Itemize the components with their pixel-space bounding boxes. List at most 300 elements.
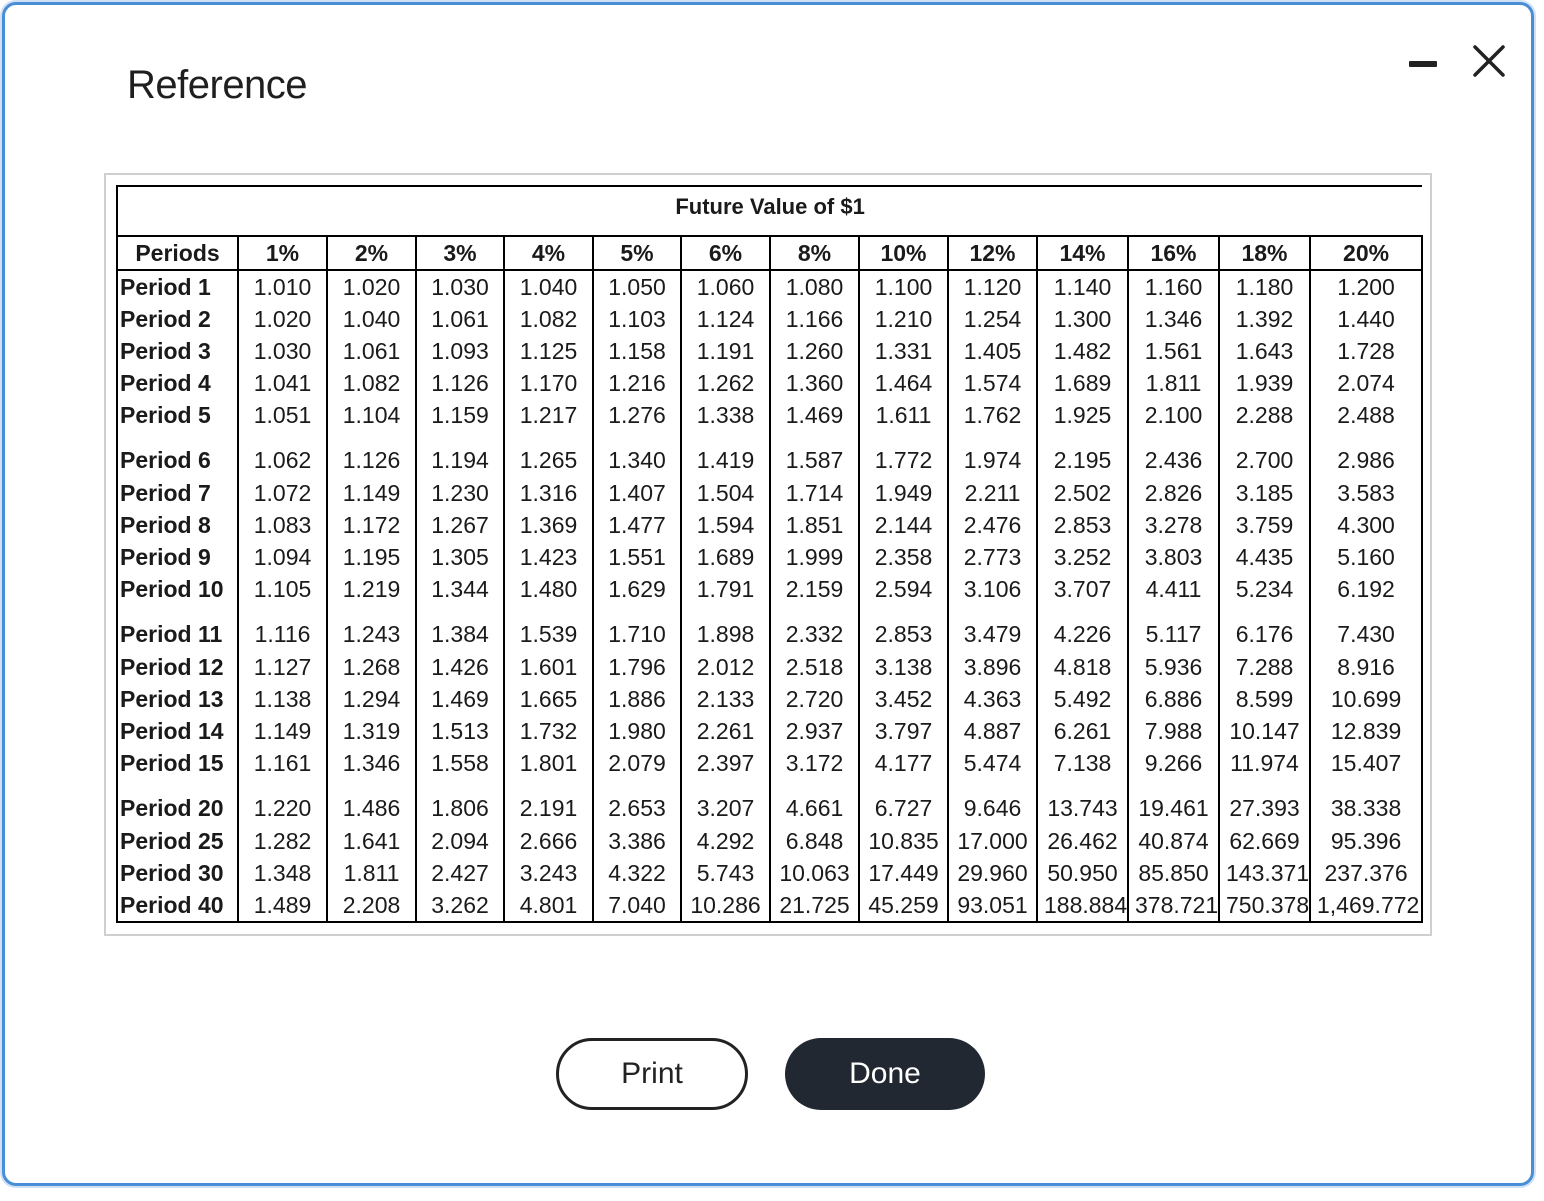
table-cell: 3.896	[948, 651, 1037, 683]
table-cell: 1.020	[238, 303, 327, 335]
table-cell: 1.513	[416, 715, 504, 747]
table-cell: 6.848	[770, 825, 859, 857]
table-cell: 5.234	[1219, 573, 1310, 605]
table-cell: 1.040	[327, 303, 416, 335]
table-cell: 1.040	[504, 270, 593, 303]
table-cell: 2.074	[1310, 367, 1422, 399]
table-cell: 1.103	[593, 303, 681, 335]
table-cell: 1.594	[681, 509, 770, 541]
table-cell: 1.469	[770, 399, 859, 431]
table-cell: 4.818	[1037, 651, 1128, 683]
table-cell: 1.561	[1128, 335, 1219, 367]
table-cell: 1.346	[327, 747, 416, 779]
table-cell: 3.207	[681, 779, 770, 825]
table-cell: 1.796	[593, 651, 681, 683]
table-cell: 93.051	[948, 889, 1037, 922]
table-cell: 1.464	[859, 367, 948, 399]
table-cell: 1.216	[593, 367, 681, 399]
table-cell: 2.079	[593, 747, 681, 779]
table-cell: 10.835	[859, 825, 948, 857]
table-cell: 1.217	[504, 399, 593, 431]
table-cell: 2.853	[1037, 509, 1128, 541]
table-cell: 1.405	[948, 335, 1037, 367]
table-cell: 5.492	[1037, 683, 1128, 715]
period-label: Period 2	[117, 303, 238, 335]
table-cell: 1.220	[238, 779, 327, 825]
close-icon[interactable]	[1469, 41, 1509, 81]
period-label: Period 7	[117, 477, 238, 509]
table-cell: 1.072	[238, 477, 327, 509]
table-cell: 4.177	[859, 747, 948, 779]
table-cell: 1.974	[948, 431, 1037, 477]
period-label: Period 4	[117, 367, 238, 399]
table-cell: 1.732	[504, 715, 593, 747]
table-cell: 3.583	[1310, 477, 1422, 509]
table-cell: 9.646	[948, 779, 1037, 825]
table-cell: 3.138	[859, 651, 948, 683]
table-cell: 1.360	[770, 367, 859, 399]
table-cell: 4.226	[1037, 605, 1128, 651]
table-cell: 2.144	[859, 509, 948, 541]
table-cell: 1.939	[1219, 367, 1310, 399]
table-cell: 4.363	[948, 683, 1037, 715]
table-cell: 1.338	[681, 399, 770, 431]
period-label: Period 9	[117, 541, 238, 573]
table-cell: 1.714	[770, 477, 859, 509]
table-cell: 26.462	[1037, 825, 1128, 857]
table-cell: 4.887	[948, 715, 1037, 747]
table-cell: 3.172	[770, 747, 859, 779]
table-cell: 237.376	[1310, 857, 1422, 889]
table-cell: 2.288	[1219, 399, 1310, 431]
table-row	[117, 303, 1422, 335]
table-row	[117, 779, 1422, 825]
rate-header: 12%	[948, 236, 1037, 270]
table-cell: 6.176	[1219, 605, 1310, 651]
table-cell: 1.160	[1128, 270, 1219, 303]
table-cell: 62.669	[1219, 825, 1310, 857]
table-row	[117, 857, 1422, 889]
table-cell: 1.030	[416, 270, 504, 303]
table-cell: 2.211	[948, 477, 1037, 509]
table-cell: 3.797	[859, 715, 948, 747]
table-cell: 7.040	[593, 889, 681, 922]
table-cell: 2.208	[327, 889, 416, 922]
table-cell: 1.265	[504, 431, 593, 477]
table-cell: 2.720	[770, 683, 859, 715]
table-cell: 1.191	[681, 335, 770, 367]
table-cell: 2.773	[948, 541, 1037, 573]
table-cell: 1.149	[327, 477, 416, 509]
table-cell: 10.063	[770, 857, 859, 889]
rate-header: 10%	[859, 236, 948, 270]
period-label: Period 15	[117, 747, 238, 779]
table-cell: 1.125	[504, 335, 593, 367]
table-cell: 1.551	[593, 541, 681, 573]
period-label: Period 11	[117, 605, 238, 651]
table-cell: 1.127	[238, 651, 327, 683]
period-label: Period 20	[117, 779, 238, 825]
table-row	[117, 335, 1422, 367]
table-cell: 3.243	[504, 857, 593, 889]
table-cell: 1.170	[504, 367, 593, 399]
table-row	[117, 825, 1422, 857]
table-row	[117, 431, 1422, 477]
table-cell: 1.041	[238, 367, 327, 399]
table-cell: 2.133	[681, 683, 770, 715]
table-cell: 2.427	[416, 857, 504, 889]
table-cell: 1.050	[593, 270, 681, 303]
table-cell: 1.126	[416, 367, 504, 399]
table-cell: 3.106	[948, 573, 1037, 605]
table-cell: 1.801	[504, 747, 593, 779]
table-cell: 2.191	[504, 779, 593, 825]
table-cell: 1.665	[504, 683, 593, 715]
table-cell: 38.338	[1310, 779, 1422, 825]
table-row	[117, 605, 1422, 651]
table-cell: 3.479	[948, 605, 1037, 651]
rate-header: 4%	[504, 236, 593, 270]
table-cell: 1.728	[1310, 335, 1422, 367]
table-cell: 1.158	[593, 335, 681, 367]
table-cell: 7.288	[1219, 651, 1310, 683]
table-cell: 7.138	[1037, 747, 1128, 779]
table-cell: 1.161	[238, 747, 327, 779]
table-cell: 1.806	[416, 779, 504, 825]
future-value-table	[116, 185, 1423, 923]
period-label: Period 12	[117, 651, 238, 683]
table-cell: 5.117	[1128, 605, 1219, 651]
table-cell: 750.378	[1219, 889, 1310, 922]
table-cell: 10.147	[1219, 715, 1310, 747]
table-cell: 50.950	[1037, 857, 1128, 889]
table-cell: 1.060	[681, 270, 770, 303]
table-cell: 3.252	[1037, 541, 1128, 573]
table-cell: 1.574	[948, 367, 1037, 399]
table-cell: 143.371	[1219, 857, 1310, 889]
table-cell: 1.772	[859, 431, 948, 477]
table-cell: 95.396	[1310, 825, 1422, 857]
table-cell: 2.666	[504, 825, 593, 857]
table-cell: 1.094	[238, 541, 327, 573]
table-cell: 1.331	[859, 335, 948, 367]
table-cell: 1.811	[1128, 367, 1219, 399]
period-label: Period 10	[117, 573, 238, 605]
table-cell: 3.452	[859, 683, 948, 715]
table-cell: 1.082	[327, 367, 416, 399]
table-cell: 2.653	[593, 779, 681, 825]
table-cell: 1.219	[327, 573, 416, 605]
table-cell: 4.411	[1128, 573, 1219, 605]
table-cell: 1.080	[770, 270, 859, 303]
table-cell: 6.727	[859, 779, 948, 825]
table-cell: 1.282	[238, 825, 327, 857]
table-row	[117, 541, 1422, 573]
table-cell: 1.116	[238, 605, 327, 651]
table-cell: 1.267	[416, 509, 504, 541]
table-cell: 1.268	[327, 651, 416, 683]
period-label: Period 5	[117, 399, 238, 431]
table-cell: 2.826	[1128, 477, 1219, 509]
table-cell: 1.243	[327, 605, 416, 651]
table-cell: 4.661	[770, 779, 859, 825]
table-cell: 1.305	[416, 541, 504, 573]
table-cell: 2.094	[416, 825, 504, 857]
table-row	[117, 651, 1422, 683]
table-cell: 3.759	[1219, 509, 1310, 541]
table-cell: 1.010	[238, 270, 327, 303]
table-cell: 1.210	[859, 303, 948, 335]
table-cell: 27.393	[1219, 779, 1310, 825]
table-cell: 4.292	[681, 825, 770, 857]
table-cell: 6.192	[1310, 573, 1422, 605]
table-cell: 1.020	[327, 270, 416, 303]
table-cell: 378.721	[1128, 889, 1219, 922]
table-cell: 1.689	[1037, 367, 1128, 399]
table-row	[117, 367, 1422, 399]
table-cell: 1.172	[327, 509, 416, 541]
table-cell: 1.539	[504, 605, 593, 651]
period-label: Period 25	[117, 825, 238, 857]
table-cell: 1.149	[238, 715, 327, 747]
table-cell: 5.160	[1310, 541, 1422, 573]
table-cell: 17.449	[859, 857, 948, 889]
table-cell: 1.489	[238, 889, 327, 922]
table-cell: 85.850	[1128, 857, 1219, 889]
table-cell: 1.504	[681, 477, 770, 509]
table-cell: 1.482	[1037, 335, 1128, 367]
table-cell: 1.426	[416, 651, 504, 683]
table-cell: 1.629	[593, 573, 681, 605]
print-button[interactable]: Print	[556, 1038, 748, 1110]
table-row	[117, 270, 1422, 303]
table-cell: 1.558	[416, 747, 504, 779]
table-cell: 1.477	[593, 509, 681, 541]
table-cell: 1.641	[327, 825, 416, 857]
period-label: Period 13	[117, 683, 238, 715]
table-cell: 1.369	[504, 509, 593, 541]
table-cell: 7.988	[1128, 715, 1219, 747]
table-cell: 8.916	[1310, 651, 1422, 683]
table-cell: 17.000	[948, 825, 1037, 857]
table-cell: 2.476	[948, 509, 1037, 541]
table-row	[117, 747, 1422, 779]
table-cell: 1.440	[1310, 303, 1422, 335]
rate-header: 18%	[1219, 236, 1310, 270]
table-cell: 2.700	[1219, 431, 1310, 477]
table-cell: 1.480	[504, 573, 593, 605]
table-cell: 1.194	[416, 431, 504, 477]
table-row	[117, 399, 1422, 431]
table-cell: 1.105	[238, 573, 327, 605]
table-cell: 1.260	[770, 335, 859, 367]
table-cell: 1.689	[681, 541, 770, 573]
table-cell: 2.594	[859, 573, 948, 605]
table-cell: 4.300	[1310, 509, 1422, 541]
table-cell: 1.348	[238, 857, 327, 889]
table-row	[117, 477, 1422, 509]
table-cell: 3.185	[1219, 477, 1310, 509]
dialog-title: Reference	[127, 63, 308, 107]
done-button[interactable]: Done	[785, 1038, 985, 1110]
table-cell: 1.120	[948, 270, 1037, 303]
table-cell: 1.762	[948, 399, 1037, 431]
table-cell: 1.061	[327, 335, 416, 367]
table-cell: 1.083	[238, 509, 327, 541]
table-cell: 15.407	[1310, 747, 1422, 779]
table-cell: 1.949	[859, 477, 948, 509]
table-cell: 1.611	[859, 399, 948, 431]
table-cell: 1.062	[238, 431, 327, 477]
table-cell: 188.884	[1037, 889, 1128, 922]
minimize-icon[interactable]	[1403, 41, 1443, 81]
rate-header: 5%	[593, 236, 681, 270]
table-cell: 1.898	[681, 605, 770, 651]
table-cell: 1.082	[504, 303, 593, 335]
table-cell: 3.278	[1128, 509, 1219, 541]
table-cell: 4.322	[593, 857, 681, 889]
period-label: Period 6	[117, 431, 238, 477]
table-cell: 1.300	[1037, 303, 1128, 335]
table-cell: 1.159	[416, 399, 504, 431]
table-row	[117, 683, 1422, 715]
period-label: Period 1	[117, 270, 238, 303]
period-label: Period 14	[117, 715, 238, 747]
table-cell: 1.791	[681, 573, 770, 605]
table-cell: 2.261	[681, 715, 770, 747]
table-cell: 1.469	[416, 683, 504, 715]
table-cell: 1.486	[327, 779, 416, 825]
table-cell: 1.061	[416, 303, 504, 335]
period-label: Period 30	[117, 857, 238, 889]
rate-header: 20%	[1310, 236, 1422, 270]
table-cell: 29.960	[948, 857, 1037, 889]
table-cell: 1.851	[770, 509, 859, 541]
table-row	[117, 509, 1422, 541]
table-cell: 21.725	[770, 889, 859, 922]
table-cell: 1.104	[327, 399, 416, 431]
period-label: Period 8	[117, 509, 238, 541]
table-cell: 1.200	[1310, 270, 1422, 303]
table-cell: 1.601	[504, 651, 593, 683]
table-cell: 1.319	[327, 715, 416, 747]
table-cell: 19.461	[1128, 779, 1219, 825]
table-cell: 1.100	[859, 270, 948, 303]
rate-header: 14%	[1037, 236, 1128, 270]
rate-header: 3%	[416, 236, 504, 270]
table-cell: 6.886	[1128, 683, 1219, 715]
rate-header: 8%	[770, 236, 859, 270]
table-cell: 45.259	[859, 889, 948, 922]
table-cell: 5.474	[948, 747, 1037, 779]
rate-header: 2%	[327, 236, 416, 270]
periods-header: Periods	[117, 236, 238, 270]
table-row	[117, 715, 1422, 747]
table-cell: 1.643	[1219, 335, 1310, 367]
table-cell: 4.801	[504, 889, 593, 922]
table-cell: 1.999	[770, 541, 859, 573]
table-cell: 1.126	[327, 431, 416, 477]
table-cell: 1.166	[770, 303, 859, 335]
table-cell: 1.811	[327, 857, 416, 889]
table-cell: 3.386	[593, 825, 681, 857]
table-cell: 1.254	[948, 303, 1037, 335]
table-cell: 1.138	[238, 683, 327, 715]
table-cell: 2.195	[1037, 431, 1128, 477]
table-cell: 2.397	[681, 747, 770, 779]
table-cell: 1.262	[681, 367, 770, 399]
table-cell: 1.886	[593, 683, 681, 715]
table-cell: 1.925	[1037, 399, 1128, 431]
table-cell: 2.332	[770, 605, 859, 651]
table-cell: 7.430	[1310, 605, 1422, 651]
table-cell: 1.140	[1037, 270, 1128, 303]
table-cell: 2.436	[1128, 431, 1219, 477]
table-cell: 1.340	[593, 431, 681, 477]
table-cell: 1.093	[416, 335, 504, 367]
table-cell: 1.030	[238, 335, 327, 367]
table-cell: 1.230	[416, 477, 504, 509]
table-row	[117, 573, 1422, 605]
table-row	[117, 889, 1422, 922]
table-cell: 11.974	[1219, 747, 1310, 779]
table-cell: 8.599	[1219, 683, 1310, 715]
rate-header: 16%	[1128, 236, 1219, 270]
table-cell: 1.587	[770, 431, 859, 477]
table-cell: 1.407	[593, 477, 681, 509]
table-cell: 2.488	[1310, 399, 1422, 431]
table-cell: 10.699	[1310, 683, 1422, 715]
table-cell: 1.419	[681, 431, 770, 477]
table-cell: 40.874	[1128, 825, 1219, 857]
period-label: Period 40	[117, 889, 238, 922]
table-cell: 3.262	[416, 889, 504, 922]
table-cell: 10.286	[681, 889, 770, 922]
table-cell: 1.980	[593, 715, 681, 747]
table-cell: 3.803	[1128, 541, 1219, 573]
table-cell: 2.502	[1037, 477, 1128, 509]
table-cell: 2.937	[770, 715, 859, 747]
table-cell: 2.358	[859, 541, 948, 573]
table-cell: 1.392	[1219, 303, 1310, 335]
table-cell: 13.743	[1037, 779, 1128, 825]
table-cell: 1.124	[681, 303, 770, 335]
table-cell: 1.276	[593, 399, 681, 431]
table-cell: 1.346	[1128, 303, 1219, 335]
table-cell: 4.435	[1219, 541, 1310, 573]
rate-header: 1%	[238, 236, 327, 270]
table-cell: 2.986	[1310, 431, 1422, 477]
table-cell: 1.195	[327, 541, 416, 573]
table-cell: 5.936	[1128, 651, 1219, 683]
table-cell: 3.707	[1037, 573, 1128, 605]
table-cell: 9.266	[1128, 747, 1219, 779]
table-cell: 1.316	[504, 477, 593, 509]
table-cell: 1.344	[416, 573, 504, 605]
rate-header: 6%	[681, 236, 770, 270]
table-cell: 2.159	[770, 573, 859, 605]
table-cell: 1,469.772	[1310, 889, 1422, 922]
table-caption: Future Value of $1	[117, 186, 1422, 236]
table-cell: 2.100	[1128, 399, 1219, 431]
table-cell: 1.294	[327, 683, 416, 715]
table-cell: 2.012	[681, 651, 770, 683]
table-cell: 6.261	[1037, 715, 1128, 747]
table-cell: 1.710	[593, 605, 681, 651]
table-cell: 1.384	[416, 605, 504, 651]
table-cell: 12.839	[1310, 715, 1422, 747]
period-label: Period 3	[117, 335, 238, 367]
